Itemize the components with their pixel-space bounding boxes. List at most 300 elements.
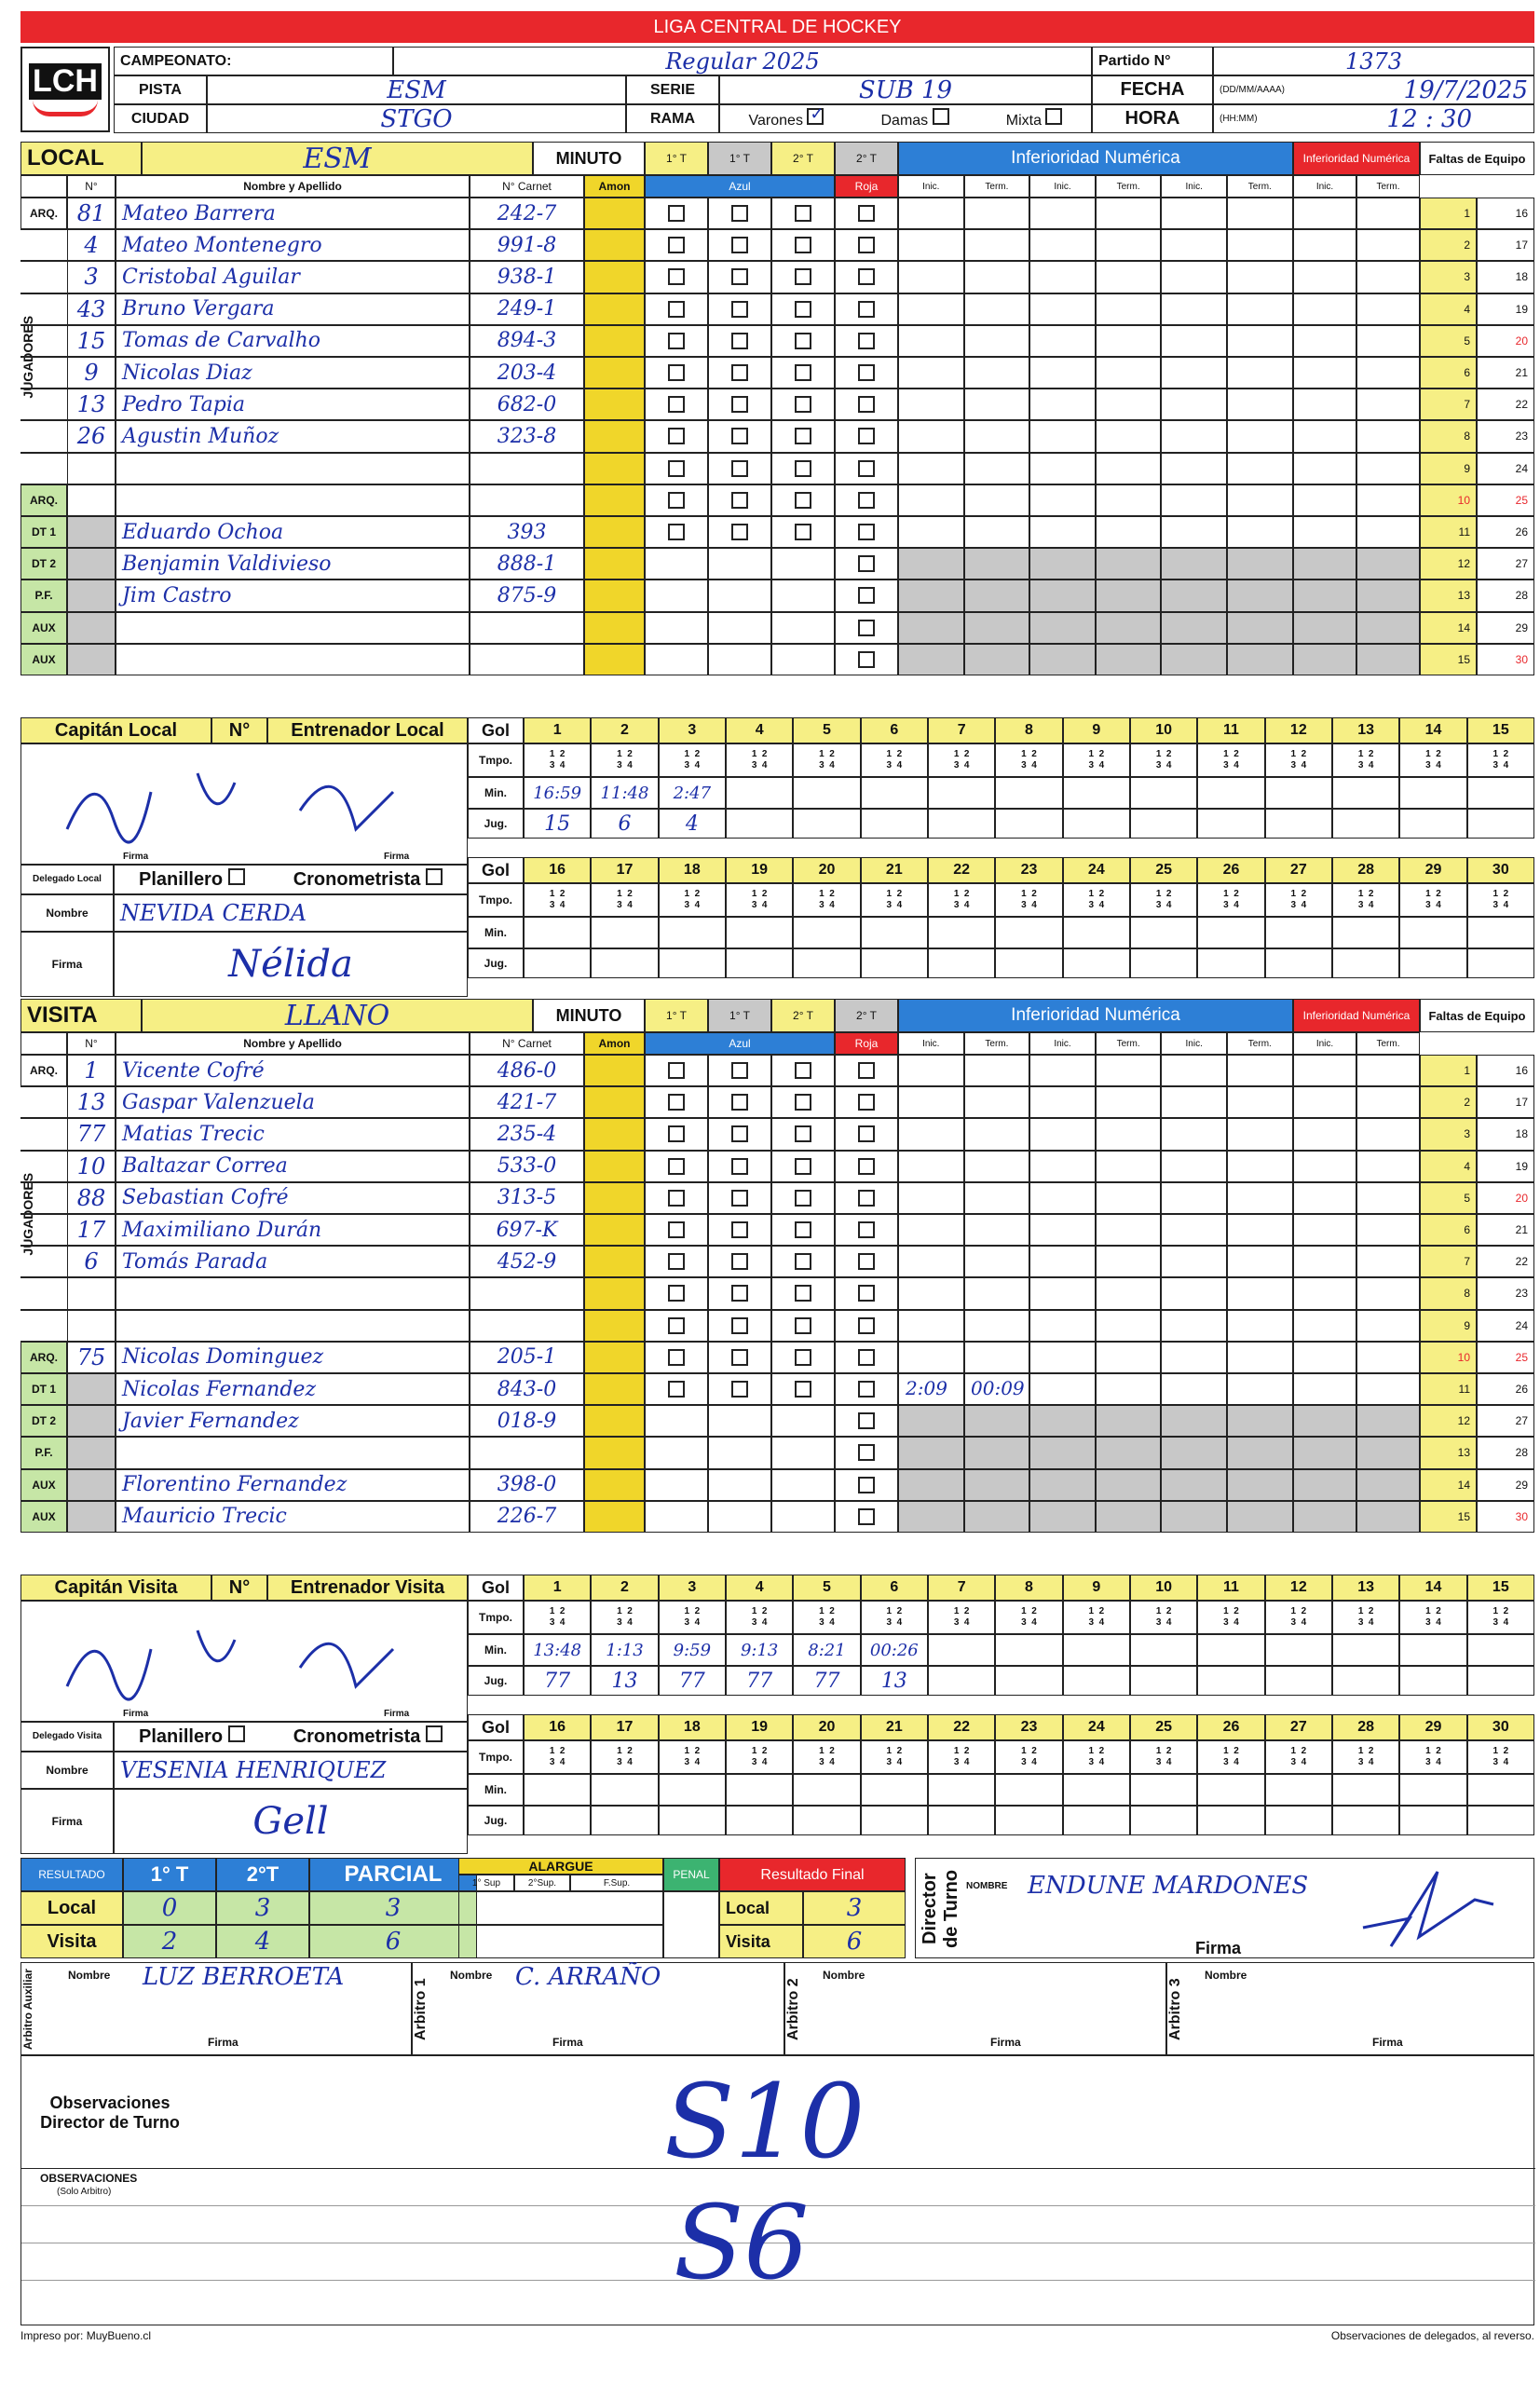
local-inf2-inic-cell[interactable]: [1293, 548, 1356, 580]
local-inf2-inic-cell[interactable]: [1293, 516, 1356, 548]
visita-inferioridad-cell[interactable]: [964, 1405, 1030, 1437]
visita-goal-minute[interactable]: [1265, 1774, 1332, 1806]
mixta-checkbox[interactable]: [1045, 108, 1062, 125]
visita-inf2-term-cell[interactable]: [1356, 1151, 1420, 1182]
local-goal-player[interactable]: [1265, 948, 1332, 978]
local-inf2-inic-cell[interactable]: [1293, 389, 1356, 420]
visita-goal-minute[interactable]: [995, 1774, 1062, 1806]
visita-falta-box[interactable]: 27: [1477, 1405, 1534, 1437]
local-card-checkbox[interactable]: [795, 301, 811, 318]
local-player-number[interactable]: [67, 453, 116, 484]
local-inferioridad-cell[interactable]: [1227, 198, 1293, 229]
local-falta-box[interactable]: 3: [1420, 261, 1477, 293]
visita-card-checkbox[interactable]: [668, 1285, 685, 1302]
visita-falta-box[interactable]: 14: [1420, 1469, 1477, 1501]
local-goal-quarter[interactable]: 1 2 3 4: [995, 743, 1062, 777]
local-goal-player[interactable]: 4: [659, 809, 726, 839]
visita-player-carnet[interactable]: 235-4: [470, 1118, 584, 1150]
visita-inferioridad-cell[interactable]: [1029, 1310, 1096, 1342]
local-inferioridad-cell[interactable]: [1161, 453, 1227, 484]
visita-inferioridad-cell[interactable]: [1096, 1342, 1162, 1373]
visita-player-name[interactable]: [116, 1310, 470, 1342]
local-player-name[interactable]: [116, 612, 470, 644]
local-goal-player[interactable]: [1197, 809, 1264, 839]
visita-falta-box[interactable]: 18: [1477, 1118, 1534, 1150]
visita-player-number[interactable]: [67, 1501, 116, 1533]
local-inferioridad-cell[interactable]: [1227, 261, 1293, 293]
visita-inf2-term-cell[interactable]: [1356, 1277, 1420, 1309]
local-player-name[interactable]: [116, 484, 470, 516]
local-goal-quarter[interactable]: 1 2 3 4: [1197, 883, 1264, 917]
local-goal-minute[interactable]: [1063, 917, 1130, 948]
visita-falta-box[interactable]: 20: [1477, 1182, 1534, 1214]
visita-inferioridad-cell[interactable]: [1227, 1342, 1293, 1373]
local-goal-player[interactable]: [793, 809, 860, 839]
visita-inferioridad-cell[interactable]: [1029, 1214, 1096, 1246]
visita-goal-minute[interactable]: [1399, 1774, 1466, 1806]
visita-card-checkbox[interactable]: [668, 1190, 685, 1207]
local-inf2-inic-cell[interactable]: [1293, 293, 1356, 325]
local-goal-quarter[interactable]: 1 2 3 4: [1399, 883, 1466, 917]
local-player-number[interactable]: 9: [67, 357, 116, 389]
local-team-name[interactable]: ESM: [142, 142, 533, 175]
visita-goal-minute[interactable]: [928, 1774, 995, 1806]
visita-card-checkbox[interactable]: [668, 1062, 685, 1079]
local-goal-minute[interactable]: [1467, 777, 1534, 809]
visita-inf2-term-cell[interactable]: [1356, 1405, 1420, 1437]
local-inferioridad-cell[interactable]: [1096, 644, 1162, 675]
local-inferioridad-cell[interactable]: [964, 516, 1030, 548]
local-card-checkbox[interactable]: [795, 333, 811, 349]
visita-inf2-inic-cell[interactable]: [1293, 1437, 1356, 1468]
visita-goal-minute[interactable]: [1197, 1774, 1264, 1806]
local-falta-box[interactable]: 19: [1477, 293, 1534, 325]
local-card-checkbox[interactable]: [731, 205, 748, 222]
local-inferioridad-cell[interactable]: [1161, 261, 1227, 293]
visita-card-checkbox[interactable]: [731, 1190, 748, 1207]
local-player-amon[interactable]: [584, 229, 645, 261]
local-inferioridad-cell[interactable]: [1161, 325, 1227, 357]
local-inf2-term-cell[interactable]: [1356, 325, 1420, 357]
visita-card-checkbox[interactable]: [795, 1125, 811, 1142]
visita-inferioridad-cell[interactable]: [1161, 1373, 1227, 1405]
visita-inferioridad-cell[interactable]: [1029, 1342, 1096, 1373]
visita-goal-minute[interactable]: [1332, 1634, 1399, 1666]
visita-goal-player[interactable]: [524, 1806, 591, 1835]
visita-goal-player[interactable]: 13: [591, 1666, 658, 1696]
visita-inf2-inic-cell[interactable]: [1293, 1086, 1356, 1118]
local-inf2-inic-cell[interactable]: [1293, 453, 1356, 484]
local-inferioridad-cell[interactable]: [964, 229, 1030, 261]
visita-player-number[interactable]: [67, 1437, 116, 1468]
visita-falta-box[interactable]: 15: [1420, 1501, 1477, 1533]
local-goal-quarter[interactable]: 1 2 3 4: [1332, 883, 1399, 917]
visita-inferioridad-cell[interactable]: [898, 1151, 964, 1182]
visita-goal-quarter[interactable]: 1 2 3 4: [861, 1601, 928, 1634]
visita-card-checkbox[interactable]: [731, 1381, 748, 1398]
visita-player-carnet[interactable]: 421-7: [470, 1086, 584, 1118]
local-inferioridad-cell[interactable]: [1096, 484, 1162, 516]
visita-player-carnet[interactable]: 697-K: [470, 1214, 584, 1246]
visita-goal-quarter[interactable]: 1 2 3 4: [928, 1740, 995, 1774]
local-player-number[interactable]: [67, 516, 116, 548]
local-falta-box[interactable]: 15: [1420, 644, 1477, 675]
local-goal-player[interactable]: [1332, 948, 1399, 978]
local-inferioridad-cell[interactable]: [1029, 325, 1096, 357]
visita-inferioridad-cell[interactable]: [964, 1469, 1030, 1501]
local-goal-minute[interactable]: [1399, 777, 1466, 809]
visita-inferioridad-cell[interactable]: [964, 1182, 1030, 1214]
visita-player-name[interactable]: Nicolas Dominguez: [116, 1342, 470, 1373]
local-inferioridad-cell[interactable]: [1161, 548, 1227, 580]
local-player-amon[interactable]: [584, 484, 645, 516]
local-player-number[interactable]: [67, 548, 116, 580]
local-player-carnet[interactable]: [470, 453, 584, 484]
visita-player-amon[interactable]: [584, 1151, 645, 1182]
visita-inf2-inic-cell[interactable]: [1293, 1501, 1356, 1533]
visita-goal-quarter[interactable]: 1 2 3 4: [861, 1740, 928, 1774]
visita-inf2-inic-cell[interactable]: [1293, 1151, 1356, 1182]
local-card-checkbox[interactable]: [858, 268, 875, 285]
visita-card-checkbox[interactable]: [668, 1125, 685, 1142]
visita-player-name[interactable]: Vicente Cofré: [116, 1055, 470, 1086]
visita-card-checkbox[interactable]: [858, 1158, 875, 1175]
visita-goal-player[interactable]: [793, 1806, 860, 1835]
local-inferioridad-cell[interactable]: [964, 293, 1030, 325]
visita-player-carnet[interactable]: 843-0: [470, 1373, 584, 1405]
local-player-name[interactable]: Mateo Barrera: [116, 198, 470, 229]
local-card-checkbox[interactable]: [668, 460, 685, 477]
local-inferioridad-cell[interactable]: [1029, 580, 1096, 611]
visita-falta-box[interactable]: 8: [1420, 1277, 1477, 1309]
visita-inferioridad-cell[interactable]: [964, 1501, 1030, 1533]
visita-inferioridad-cell[interactable]: [964, 1055, 1030, 1086]
local-card-checkbox[interactable]: [795, 492, 811, 509]
visita-inferioridad-cell[interactable]: [898, 1342, 964, 1373]
local-goal-quarter[interactable]: 1 2 3 4: [591, 743, 658, 777]
local-falta-box[interactable]: 24: [1477, 453, 1534, 484]
visita-inferioridad-cell[interactable]: [898, 1310, 964, 1342]
visita-goal-player[interactable]: [659, 1806, 726, 1835]
local-inferioridad-cell[interactable]: [1096, 293, 1162, 325]
visita-goal-quarter[interactable]: 1 2 3 4: [1197, 1740, 1264, 1774]
visita-goal-quarter[interactable]: 1 2 3 4: [1467, 1740, 1534, 1774]
visita-goal-minute[interactable]: [1265, 1634, 1332, 1666]
local-goal-player[interactable]: [1399, 948, 1466, 978]
visita-player-amon[interactable]: [584, 1342, 645, 1373]
visita-inferioridad-cell[interactable]: [898, 1437, 964, 1468]
visita-falta-box[interactable]: 29: [1477, 1469, 1534, 1501]
local-card-checkbox[interactable]: [731, 301, 748, 318]
local-falta-box[interactable]: 14: [1420, 612, 1477, 644]
local-inferioridad-cell[interactable]: [964, 198, 1030, 229]
visita-inferioridad-cell[interactable]: [1227, 1055, 1293, 1086]
visita-player-carnet[interactable]: 226-7: [470, 1501, 584, 1533]
local-goal-quarter[interactable]: 1 2 3 4: [1130, 883, 1197, 917]
local-goal-quarter[interactable]: 1 2 3 4: [591, 883, 658, 917]
local-goal-player[interactable]: [928, 809, 995, 839]
local-goal-minute[interactable]: [1399, 917, 1466, 948]
visita-card-checkbox[interactable]: [668, 1317, 685, 1334]
visita-goal-quarter[interactable]: 1 2 3 4: [726, 1601, 793, 1634]
visita-card-checkbox[interactable]: [858, 1477, 875, 1493]
visita-goal-minute[interactable]: [659, 1774, 726, 1806]
varones-checkbox[interactable]: ✓: [807, 108, 824, 125]
visita-parcial-score[interactable]: 6: [309, 1925, 477, 1958]
visita-player-carnet[interactable]: [470, 1437, 584, 1468]
local-player-carnet[interactable]: 938-1: [470, 261, 584, 293]
local-inf2-term-cell[interactable]: [1356, 580, 1420, 611]
local-inferioridad-cell[interactable]: [1096, 516, 1162, 548]
visita-card-checkbox[interactable]: [668, 1158, 685, 1175]
local-goal-player[interactable]: [861, 809, 928, 839]
visita-falta-box[interactable]: 9: [1420, 1310, 1477, 1342]
visita-player-carnet[interactable]: 533-0: [470, 1151, 584, 1182]
visita-goal-minute[interactable]: [928, 1634, 995, 1666]
local-player-carnet[interactable]: [470, 612, 584, 644]
local-inferioridad-cell[interactable]: [1096, 325, 1162, 357]
visita-inferioridad-cell[interactable]: [1096, 1118, 1162, 1150]
visita-player-amon[interactable]: [584, 1310, 645, 1342]
local-inferioridad-cell[interactable]: [1096, 548, 1162, 580]
local-inf2-term-cell[interactable]: [1356, 548, 1420, 580]
visita-goal-minute[interactable]: [995, 1634, 1062, 1666]
visita-card-checkbox[interactable]: [858, 1253, 875, 1270]
local-falta-box[interactable]: 7: [1420, 389, 1477, 420]
visita-falta-box[interactable]: 7: [1420, 1246, 1477, 1277]
local-inferioridad-cell[interactable]: [1227, 420, 1293, 452]
local-inf2-inic-cell[interactable]: [1293, 420, 1356, 452]
local-player-amon[interactable]: [584, 420, 645, 452]
local-goal-minute[interactable]: [928, 917, 995, 948]
local-goal-minute[interactable]: [1197, 777, 1264, 809]
local-player-number[interactable]: [67, 484, 116, 516]
local-goal-minute[interactable]: [1130, 777, 1197, 809]
visita-player-amon[interactable]: [584, 1501, 645, 1533]
local-goal-minute[interactable]: [793, 777, 860, 809]
local-goal-minute[interactable]: [861, 917, 928, 948]
local-inferioridad-cell[interactable]: [1029, 293, 1096, 325]
visita-goal-minute[interactable]: [591, 1774, 658, 1806]
local-inf2-term-cell[interactable]: [1356, 453, 1420, 484]
local-goal-player[interactable]: [1197, 948, 1264, 978]
local-card-checkbox[interactable]: [731, 492, 748, 509]
local-falta-box[interactable]: 17: [1477, 229, 1534, 261]
visita-goal-quarter[interactable]: 1 2 3 4: [995, 1601, 1062, 1634]
visita-inf2-term-cell[interactable]: [1356, 1437, 1420, 1468]
local-player-number[interactable]: [67, 580, 116, 611]
visita-inferioridad-cell[interactable]: [1161, 1246, 1227, 1277]
visita-inf2-term-cell[interactable]: [1356, 1501, 1420, 1533]
local-player-name[interactable]: Cristobal Aguilar: [116, 261, 470, 293]
local-goal-player[interactable]: [1130, 809, 1197, 839]
local-inferioridad-cell[interactable]: [1227, 325, 1293, 357]
local-inferioridad-cell[interactable]: [964, 612, 1030, 644]
local-falta-box[interactable]: 29: [1477, 612, 1534, 644]
local-goal-quarter[interactable]: 1 2 3 4: [793, 883, 860, 917]
visita-card-checkbox[interactable]: [858, 1190, 875, 1207]
visita-goal-player[interactable]: [1130, 1806, 1197, 1835]
local-inferioridad-cell[interactable]: [898, 229, 964, 261]
local-player-amon[interactable]: [584, 453, 645, 484]
local-card-checkbox[interactable]: [668, 524, 685, 540]
local-player-amon[interactable]: [584, 580, 645, 611]
visita-goal-quarter[interactable]: 1 2 3 4: [1467, 1601, 1534, 1634]
local-goal-minute[interactable]: [995, 917, 1062, 948]
local-goal-player[interactable]: [1063, 809, 1130, 839]
local-inferioridad-cell[interactable]: [1161, 580, 1227, 611]
visita-card-checkbox[interactable]: [795, 1094, 811, 1111]
visita-inf2-term-cell[interactable]: [1356, 1055, 1420, 1086]
local-player-number[interactable]: [67, 644, 116, 675]
local-goal-player[interactable]: [793, 948, 860, 978]
visita-inferioridad-cell[interactable]: [1029, 1246, 1096, 1277]
local-player-name[interactable]: [116, 644, 470, 675]
visita-card-checkbox[interactable]: [795, 1221, 811, 1238]
local-goal-quarter[interactable]: 1 2 3 4: [726, 743, 793, 777]
local-inferioridad-cell[interactable]: [1161, 516, 1227, 548]
local-cronometrista-checkbox[interactable]: [426, 868, 443, 885]
visita-inferioridad-cell[interactable]: [1161, 1310, 1227, 1342]
visita-goal-player[interactable]: 77: [524, 1666, 591, 1696]
visita-inferioridad-cell[interactable]: [1029, 1182, 1096, 1214]
visita-falta-box[interactable]: 22: [1477, 1246, 1534, 1277]
local-inferioridad-cell[interactable]: [1096, 420, 1162, 452]
visita-card-checkbox[interactable]: [731, 1221, 748, 1238]
visita-falta-box[interactable]: 26: [1477, 1373, 1534, 1405]
visita-inferioridad-cell[interactable]: [964, 1118, 1030, 1150]
visita-card-checkbox[interactable]: [795, 1317, 811, 1334]
local-card-checkbox[interactable]: [731, 396, 748, 413]
visita-goal-quarter[interactable]: 1 2 3 4: [1063, 1740, 1130, 1774]
local-player-carnet[interactable]: 894-3: [470, 325, 584, 357]
local-goal-quarter[interactable]: 1 2 3 4: [995, 883, 1062, 917]
local-falta-box[interactable]: 26: [1477, 516, 1534, 548]
visita-goal-player[interactable]: [1063, 1806, 1130, 1835]
visita-inferioridad-cell[interactable]: [1161, 1182, 1227, 1214]
visita-inf2-inic-cell[interactable]: [1293, 1246, 1356, 1277]
local-inferioridad-cell[interactable]: [1029, 453, 1096, 484]
local-inf2-term-cell[interactable]: [1356, 229, 1420, 261]
local-inferioridad-cell[interactable]: [1227, 453, 1293, 484]
local-goal-quarter[interactable]: 1 2 3 4: [524, 743, 591, 777]
visita-goal-quarter[interactable]: 1 2 3 4: [726, 1740, 793, 1774]
local-inferioridad-cell[interactable]: [1161, 357, 1227, 389]
visita-inferioridad-cell[interactable]: [898, 1501, 964, 1533]
visita-card-checkbox[interactable]: [858, 1125, 875, 1142]
local-goal-player[interactable]: [995, 948, 1062, 978]
visita-inf2-term-cell[interactable]: [1356, 1086, 1420, 1118]
visita-inferioridad-cell[interactable]: [964, 1277, 1030, 1309]
local-inferioridad-cell[interactable]: [1096, 453, 1162, 484]
local-card-checkbox[interactable]: [858, 205, 875, 222]
local-falta-box[interactable]: 5: [1420, 325, 1477, 357]
visita-goal-minute[interactable]: 9:13: [726, 1634, 793, 1666]
local-inferioridad-cell[interactable]: [1029, 644, 1096, 675]
visita-goal-player[interactable]: [1399, 1666, 1466, 1696]
visita-goal-player[interactable]: 13: [861, 1666, 928, 1696]
local-card-checkbox[interactable]: [668, 237, 685, 253]
visita-inferioridad-cell[interactable]: [1161, 1501, 1227, 1533]
local-player-amon[interactable]: [584, 644, 645, 675]
local-inf2-term-cell[interactable]: [1356, 293, 1420, 325]
local-inferioridad-cell[interactable]: [898, 261, 964, 293]
visita-player-name[interactable]: Florentino Fernandez: [116, 1469, 470, 1501]
local-inferioridad-cell[interactable]: [964, 644, 1030, 675]
visita-inferioridad-cell[interactable]: [1029, 1151, 1096, 1182]
local-inf2-inic-cell[interactable]: [1293, 484, 1356, 516]
visita-falta-box[interactable]: 3: [1420, 1118, 1477, 1150]
local-falta-box[interactable]: 27: [1477, 548, 1534, 580]
visita-cronometrista-checkbox[interactable]: [426, 1725, 443, 1742]
local-player-amon[interactable]: [584, 389, 645, 420]
visita-goal-player[interactable]: [1332, 1666, 1399, 1696]
local-inferioridad-cell[interactable]: [1096, 580, 1162, 611]
local-player-name[interactable]: Eduardo Ochoa: [116, 516, 470, 548]
damas-checkbox[interactable]: [933, 108, 949, 125]
local-inferioridad-cell[interactable]: [1161, 420, 1227, 452]
visita-goal-player[interactable]: [861, 1806, 928, 1835]
visita-falta-box[interactable]: 2: [1420, 1086, 1477, 1118]
local-falta-box[interactable]: 16: [1477, 198, 1534, 229]
local-inferioridad-cell[interactable]: [1227, 293, 1293, 325]
visita-inf2-term-cell[interactable]: [1356, 1342, 1420, 1373]
local-card-checkbox[interactable]: [858, 396, 875, 413]
local-inferioridad-cell[interactable]: [1161, 644, 1227, 675]
local-inferioridad-cell[interactable]: [898, 548, 964, 580]
local-goal-minute[interactable]: [861, 777, 928, 809]
alargue-local[interactable]: [458, 1891, 663, 1925]
visita-inferioridad-cell[interactable]: [964, 1310, 1030, 1342]
local-card-checkbox[interactable]: [858, 301, 875, 318]
visita-goal-player[interactable]: [1197, 1806, 1264, 1835]
visita-goal-quarter[interactable]: 1 2 3 4: [793, 1601, 860, 1634]
visita-goal-minute[interactable]: [1130, 1774, 1197, 1806]
local-player-number[interactable]: 4: [67, 229, 116, 261]
local-goal-player[interactable]: [1332, 809, 1399, 839]
visita-inferioridad-cell[interactable]: [1227, 1437, 1293, 1468]
visita-falta-box[interactable]: 24: [1477, 1310, 1534, 1342]
local-inferioridad-cell[interactable]: [1029, 612, 1096, 644]
visita-inferioridad-cell[interactable]: [898, 1246, 964, 1277]
visita-goal-minute[interactable]: [1467, 1634, 1534, 1666]
local-card-checkbox[interactable]: [858, 492, 875, 509]
local-inferioridad-cell[interactable]: [1029, 516, 1096, 548]
local-goal-player[interactable]: [1467, 809, 1534, 839]
visita-goal-quarter[interactable]: 1 2 3 4: [1332, 1740, 1399, 1774]
local-card-checkbox[interactable]: [858, 237, 875, 253]
penal-cells[interactable]: [663, 1891, 719, 1958]
local-card-checkbox[interactable]: [858, 587, 875, 604]
visita-goal-minute[interactable]: [524, 1774, 591, 1806]
visita-inf2-inic-cell[interactable]: [1293, 1182, 1356, 1214]
visita-inferioridad-cell[interactable]: [1161, 1086, 1227, 1118]
local-inf2-term-cell[interactable]: [1356, 261, 1420, 293]
visita-player-amon[interactable]: [584, 1055, 645, 1086]
visita-inf2-inic-cell[interactable]: [1293, 1118, 1356, 1150]
local-card-checkbox[interactable]: [731, 364, 748, 381]
visita-inferioridad-cell[interactable]: [1096, 1501, 1162, 1533]
visita-inf2-term-cell[interactable]: [1356, 1373, 1420, 1405]
local-inferioridad-cell[interactable]: [898, 325, 964, 357]
visita-inferioridad-cell[interactable]: [964, 1437, 1030, 1468]
visita-inferioridad-cell[interactable]: [1161, 1277, 1227, 1309]
local-inferioridad-cell[interactable]: [898, 516, 964, 548]
local-goal-quarter[interactable]: 1 2 3 4: [861, 883, 928, 917]
visita-goal-quarter[interactable]: 1 2 3 4: [793, 1740, 860, 1774]
visita-inferioridad-cell[interactable]: [1227, 1469, 1293, 1501]
local-goal-player[interactable]: 15: [524, 809, 591, 839]
